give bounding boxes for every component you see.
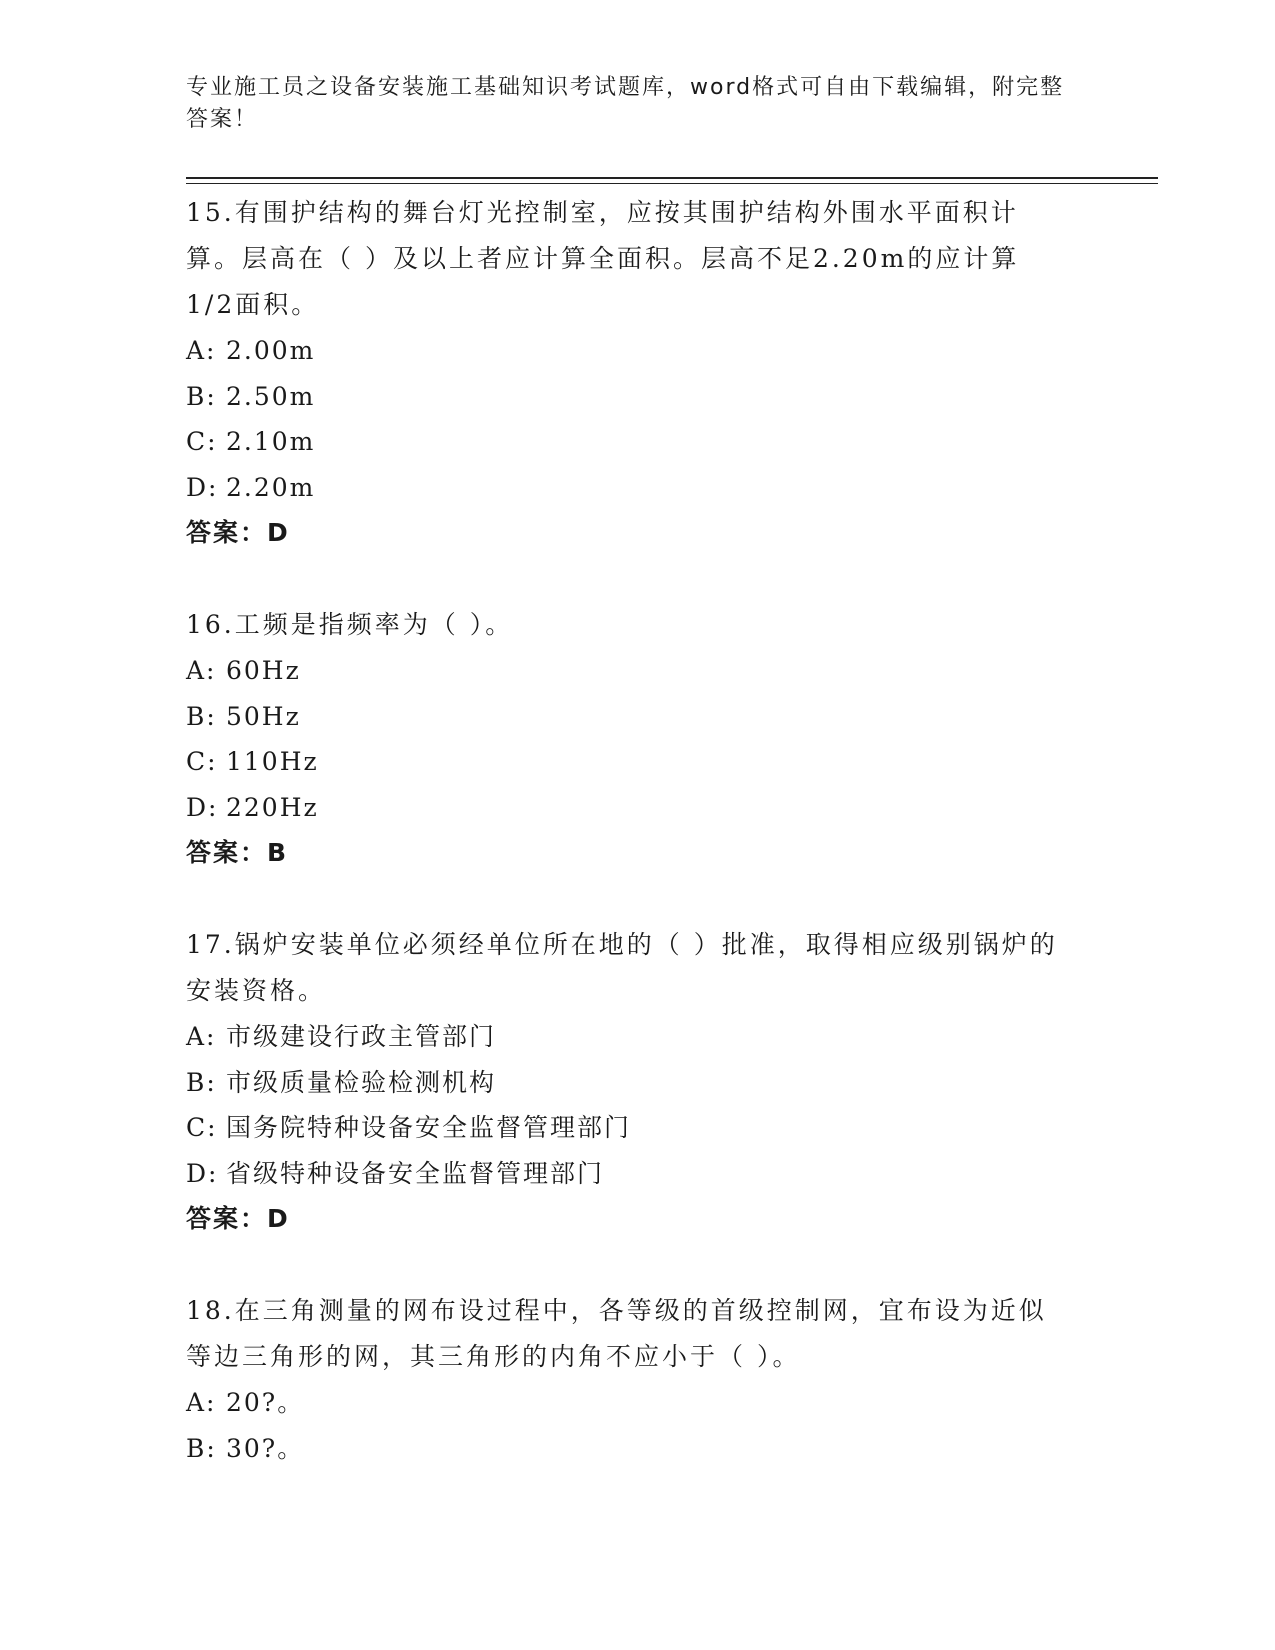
header-divider-thin [186,183,1158,184]
option-letter: C: [186,1113,218,1142]
option-text: 国务院特种设备安全监督管理部门 [226,1113,632,1142]
option-d [186,1151,1066,1197]
option-text: 20?。 [226,1388,305,1417]
option-b [186,1060,1066,1106]
option-c [186,1105,1066,1151]
header-divider-thick [186,177,1158,179]
option-c [186,739,1066,785]
option-letter: C: [186,747,218,776]
option-letter: A: [186,656,217,685]
option-a [186,648,1066,694]
question-15 [186,190,1066,556]
option-b [186,1426,1066,1472]
option-text: 2.50m [226,381,316,411]
option-text: 2.10m [226,427,316,456]
option-letter: A: [186,1022,217,1051]
option-b [186,694,1066,740]
option-letter: D: [186,472,219,502]
question-17 [186,922,1066,1242]
question-18 [186,1288,1066,1471]
option-d [186,465,1066,511]
question-16 [186,602,1066,876]
option-d [186,785,1066,831]
option-b [186,374,1066,420]
answer-line: 答案：D [186,1204,290,1233]
option-letter: A: [186,336,217,365]
option-text: 110Hz [226,747,319,776]
option-text: 市级质量检验检测机构 [226,1067,497,1097]
option-letter: D: [186,792,219,822]
option-text: 30?。 [226,1433,305,1463]
option-letter: B: [186,1433,217,1463]
option-letter: B: [186,381,217,411]
option-a [186,1014,1066,1060]
option-text: 2.00m [226,336,316,365]
option-a [186,1380,1066,1426]
option-text: 市级建设行政主管部门 [226,1022,497,1051]
option-text: 60Hz [226,656,301,685]
option-letter: B: [186,701,217,731]
option-text: 2.20m [226,472,316,502]
question-text: 15.有围护结构的舞台灯光控制室，应按其围护结构外围水平面积计算。层高在（ ）及以上者应计算全面积。层高不足2.20m的应计算1/2面积。 [186,198,1020,319]
option-text: 省级特种设备安全监督管理部门 [226,1158,605,1188]
question-text: 18.在三角测量的网布设过程中，各等级的首级控制网，宜布设为近似等边三角形的网，其三角形的内角不应小于（ ）。 [186,1296,1047,1371]
option-c [186,419,1066,465]
question-list [186,190,1066,1517]
answer-line: 答案：B [186,838,289,867]
option-letter: C: [186,427,218,456]
option-letter: B: [186,1067,217,1097]
option-a [186,328,1066,374]
option-text: 50Hz [226,701,301,731]
option-letter: D: [186,1158,219,1188]
document-header: 专业施工员之设备安装施工基础知识考试题库，word格式可自由下载编辑，附完整答案！ [186,75,1065,132]
option-letter: A: [186,1388,217,1417]
question-text: 16.工频是指频率为（ ）。 [186,610,514,639]
question-text: 17.锅炉安装单位必须经单位所在地的（ ）批准，取得相应级别锅炉的安装资格。 [186,930,1058,1005]
option-text: 220Hz [226,792,319,822]
answer-line: 答案：D [186,518,290,547]
